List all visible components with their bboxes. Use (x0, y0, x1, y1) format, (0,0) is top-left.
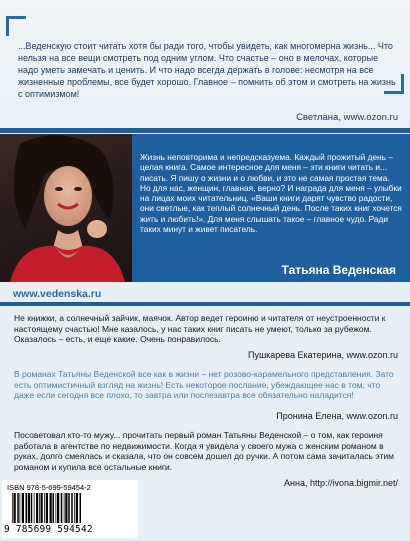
barcode-bar (39, 493, 40, 523)
barcode-bar (22, 493, 24, 523)
author-website: www.vedenska.ru (13, 288, 102, 300)
barcode-bar (53, 493, 55, 523)
barcode-bar (28, 493, 30, 523)
barcode-bar (17, 493, 19, 523)
barcode-bar (80, 493, 82, 523)
quote-signature-pushkareva: Пушкарева Екатерина, www.ozon.ru (247, 350, 398, 360)
barcode-bar (68, 493, 70, 523)
reader-quote-pushkareva: Не книжки, а солнечный зайчик, маячок. Автор ведет героиню и читателя от неустроенности к настоящему счастью! Мне казалось, у нас таких книг писать не умеют, только за рубежом. Оказалось – есть, и еще какие. Очень понравилось. (14, 313, 386, 345)
author-statement: Жизнь неповторима и непредсказуема. Каждый прожитый день – целая книга. Самое интересное для меня – эти книги читать и... писать. Я пишу о жизни и о любви, и это не самая простая тема. Но для нас, женщин, главная, верно? И наградa для меня – улыбки на лицах моих читательниц. «Ваши книги дарят чувство радости, они светлые, как теплый солнечный день. После таких книг хочется жить и любить!». Для меня слышать такое – главное чудо. Ради таких минут и живет писатель. (140, 152, 402, 235)
quote-signature-pronina: Пронина Елена, www.ozon.ru (276, 411, 398, 421)
barcode-bar (64, 493, 65, 523)
barcode-bar (61, 493, 63, 523)
author-signature: Татьяна Веденская (281, 263, 396, 277)
barcode-bars (10, 493, 130, 523)
barcode-number: 9 785699 594542 (4, 524, 93, 535)
quote-signature-anna: Анна, http://ivona.bigmir.net/ (284, 478, 398, 488)
barcode-bar (71, 493, 73, 523)
barcode-bar (20, 493, 21, 523)
blue-divider-top (0, 128, 410, 133)
reader-quote-svetlana: ...Веденскую стоит читать хотя бы ради того, чтобы увидеть, как многомерна жизнь... Что нельзя на все вещи смотреть под одним углом. Что счастье – оно в мелочах, которые надо уметь замечать и ценить. И что надо всегда держать в голове: несмотря на все жизненные проблемы, все будет хорошо. Главное – помнить об этом и смотреть на жизнь с оптимизмом! (18, 41, 396, 99)
barcode-bar (14, 493, 16, 523)
author-photo (0, 134, 132, 282)
barcode-bar (74, 493, 75, 523)
barcode-bar (56, 493, 57, 523)
barcode-bar (57, 493, 59, 523)
barcode-bar (12, 493, 13, 523)
barcode-bar (41, 493, 43, 523)
reader-quote-anna: Посоветовал кто-то мужу... прочитать первый роман Татьяны Веденской – о том, как героиня работала в агентстве по недвижимости. Когда я увидела у своего мужа с женским романом в руках, долго смеялась и сказала, что он совсем дошел до ручки. А потом сама зачиталась этим романом и купила все остальные книги. (14, 430, 394, 472)
author-portrait-illustration (0, 134, 132, 282)
isbn-label: ISBN 978-5-699-59454-2 (7, 483, 91, 492)
barcode-bar (34, 493, 35, 523)
barcode-bar (31, 493, 33, 523)
quote-signature-svetlana: Светлана, www.ozon.ru (296, 112, 398, 123)
quote-bracket-top-left (6, 16, 26, 36)
barcode-bar (76, 493, 78, 523)
barcode-bar (50, 493, 52, 523)
barcode-bar (26, 493, 28, 523)
barcode-bar (36, 493, 38, 523)
barcode-bar (44, 493, 45, 523)
blue-divider-middle (0, 302, 410, 306)
barcode-bar (46, 493, 48, 523)
reader-quote-pronina: В романах Татьяны Веденской все как в жизни – нет розово-карамельного представления. Зато есть оптимистичный взгляд на жизнь! Есть некоторое послание, убеждающее нас в том, что даже если сегодня все плохо, то завтра или послезавтра все обязательно наладится! (14, 369, 394, 401)
barcode-bar (65, 493, 67, 523)
